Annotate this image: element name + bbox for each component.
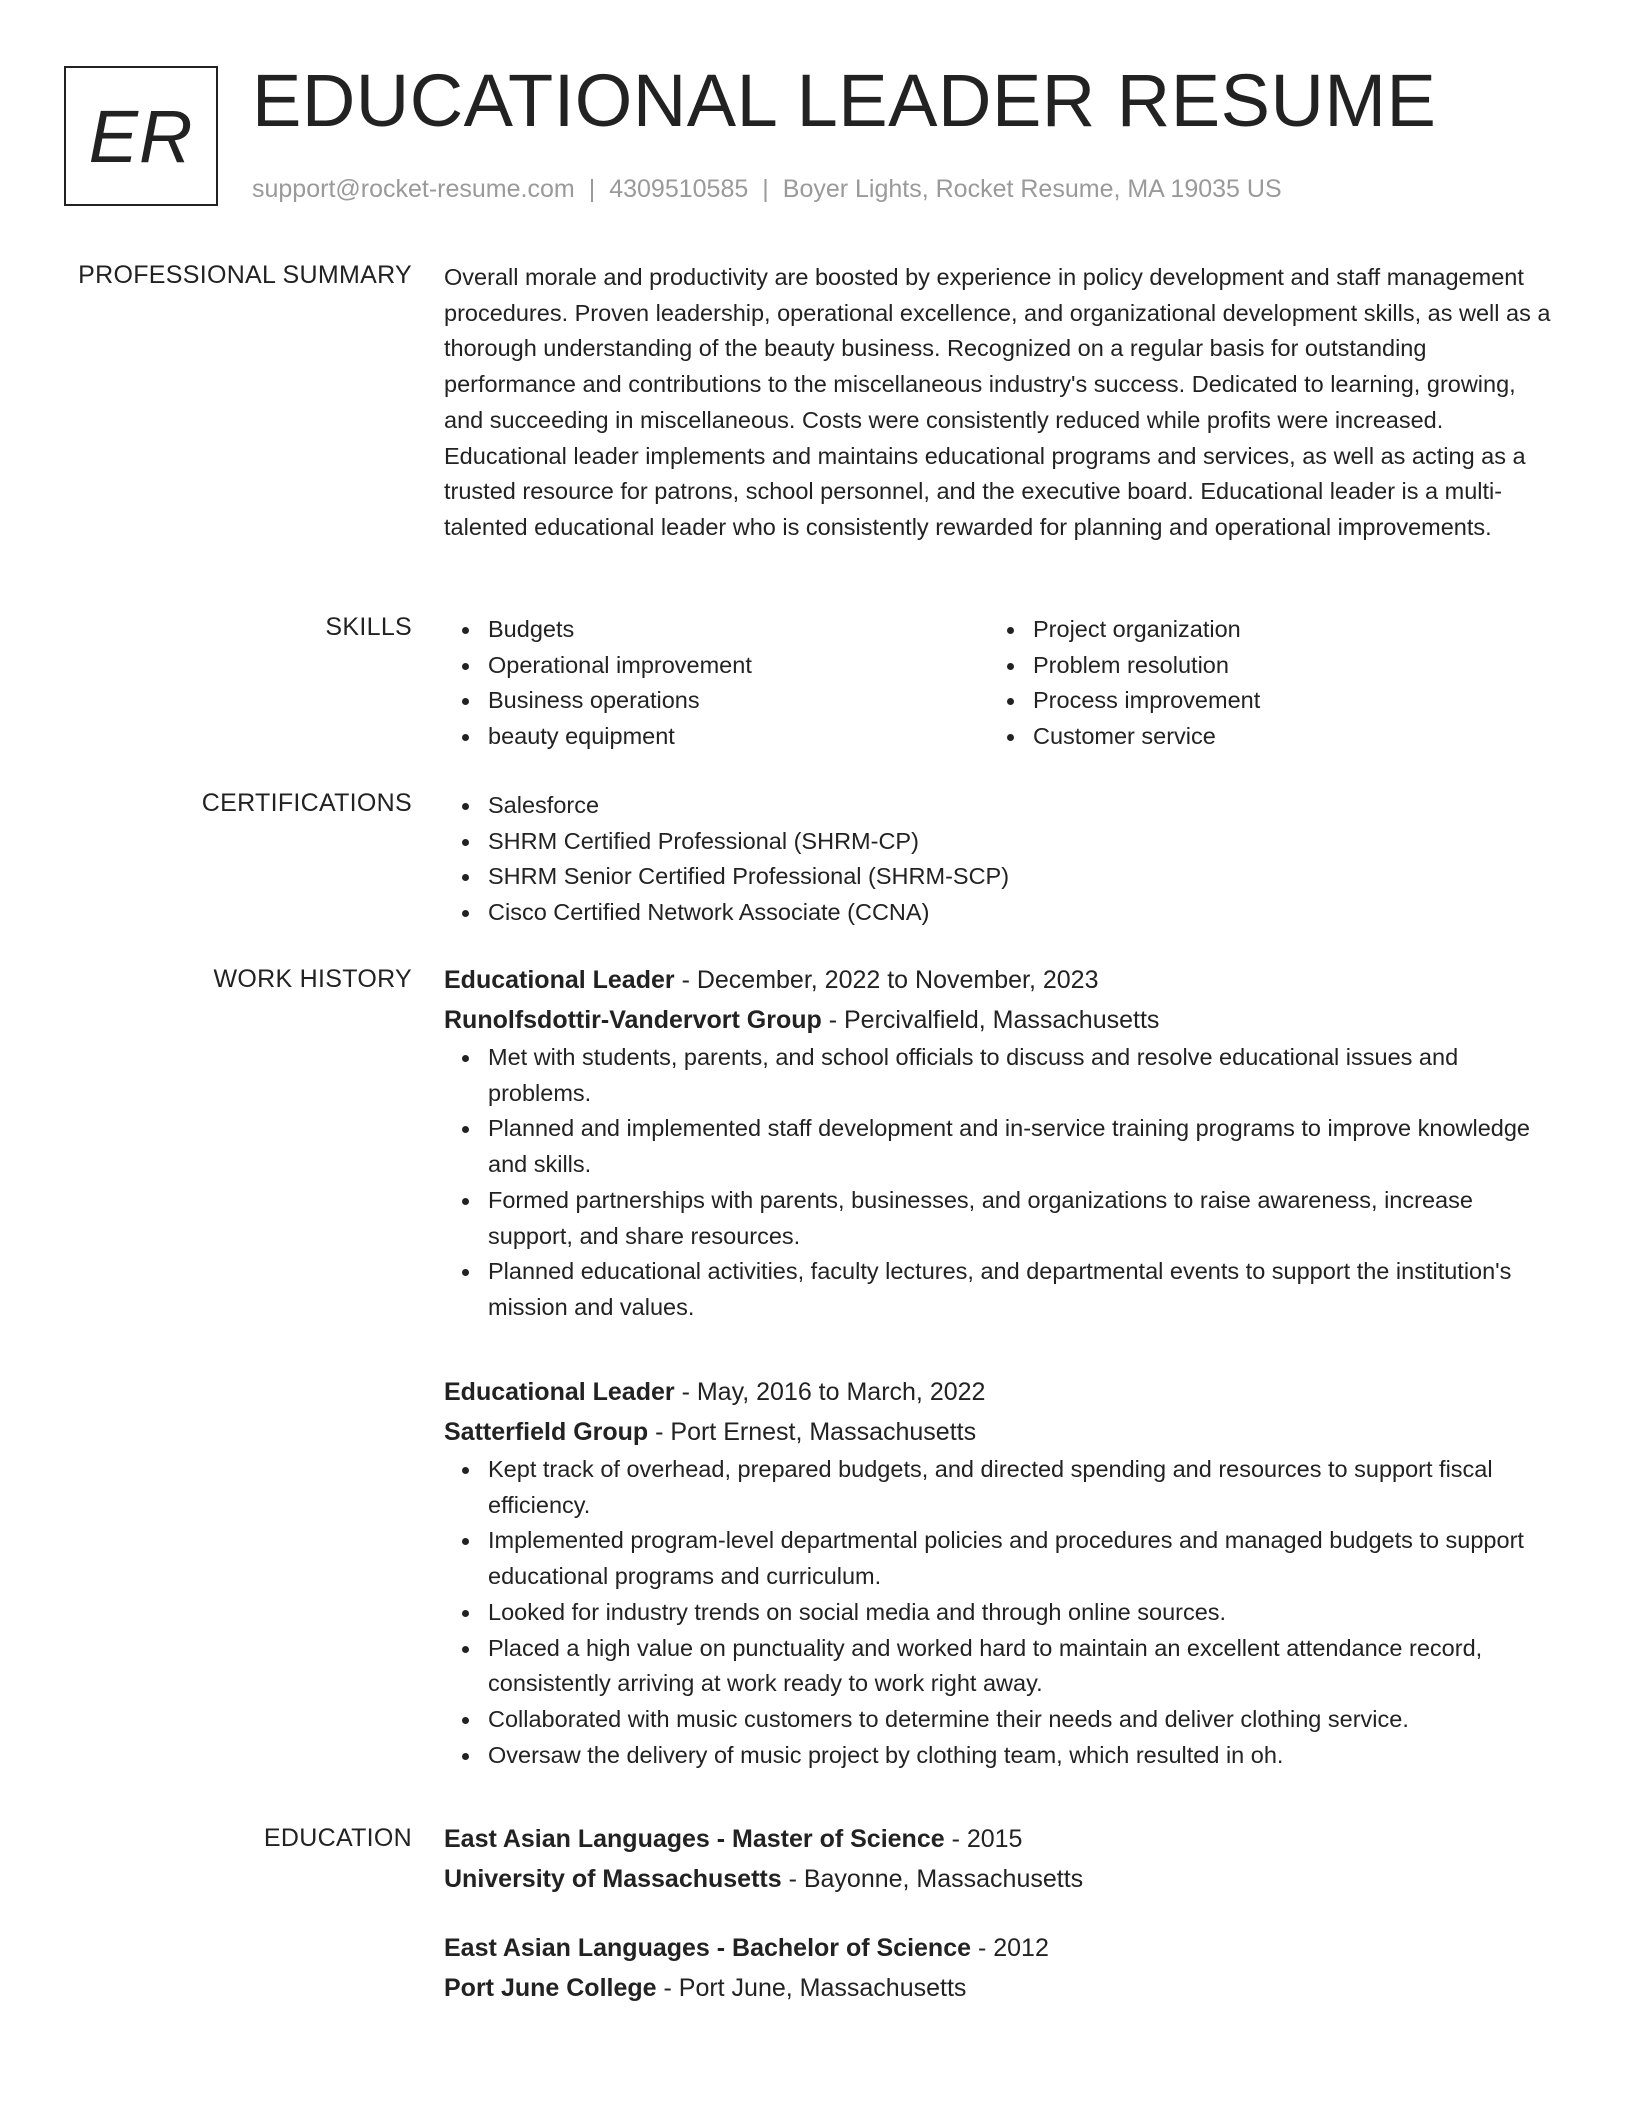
job-company-line: [444, 1000, 1554, 1040]
work-history-heading: WORK HISTORY: [213, 965, 412, 993]
education-entry: [444, 1819, 1554, 1899]
initials-monogram: [64, 66, 218, 206]
skills-list-right: [989, 612, 1534, 755]
job-entry: [444, 960, 1554, 1326]
job-company: Runolfsdottir-Vandervort Group: [444, 1006, 822, 1034]
skill-item: Project organization: [989, 612, 1534, 648]
graduation-year: - 2012: [971, 1934, 1049, 1962]
school-location: - Bayonne, Massachusetts: [781, 1865, 1084, 1893]
contact-separator: |: [762, 175, 769, 203]
job-bullet: Looked for industry trends on social media and through online sources.: [444, 1595, 1554, 1631]
job-bullet: Kept track of overhead, prepared budgets, and directed spending and resources to support fiscal efficiency.: [444, 1452, 1554, 1523]
job-bullets: [444, 1040, 1554, 1326]
job-bullets: [444, 1452, 1554, 1773]
skills-heading: SKILLS: [325, 613, 412, 641]
degree-line: [444, 1928, 1554, 1968]
degree: East Asian Languages - Bachelor of Science: [444, 1934, 972, 1962]
summary-heading: PROFESSIONAL SUMMARY: [78, 261, 412, 289]
skill-item: Customer service: [989, 719, 1534, 755]
certification-item: Salesforce: [444, 788, 1554, 824]
school-line: [444, 1859, 1554, 1899]
education-entry: [444, 1928, 1554, 2008]
job-entry: [444, 1372, 1554, 1773]
skill-item: beauty equipment: [444, 719, 989, 755]
job-company: Satterfield Group: [444, 1418, 649, 1446]
job-bullet: Implemented program-level departmental policies and procedures and managed budgets to support educational programs and curriculum.: [444, 1523, 1554, 1594]
education-heading: EDUCATION: [263, 1824, 412, 1852]
job-company-line: [444, 1412, 1554, 1452]
certifications-list: [444, 788, 1554, 931]
degree-line: [444, 1819, 1554, 1859]
certification-item: Cisco Certified Network Associate (CCNA): [444, 895, 1554, 931]
degree: East Asian Languages - Master of Science: [444, 1825, 945, 1853]
certification-item: SHRM Senior Certified Professional (SHRM-SCP): [444, 859, 1554, 895]
job-title-line: [444, 1372, 1554, 1412]
school-name: University of Massachusetts: [444, 1865, 782, 1893]
contact-phone: 4309510585: [609, 175, 749, 203]
graduation-year: - 2015: [944, 1825, 1023, 1853]
job-title: Educational Leader: [444, 966, 675, 994]
job-bullet: Planned and implemented staff development and in-service training programs to improve knowledge and skills.: [444, 1111, 1554, 1182]
job-bullet: Met with students, parents, and school officials to discuss and resolve educational issues and problems.: [444, 1040, 1554, 1111]
job-title: Educational Leader: [444, 1378, 675, 1406]
certifications-heading: CERTIFICATIONS: [201, 789, 412, 817]
job-dates: - May, 2016 to March, 2022: [674, 1378, 986, 1406]
school-name: Port June College: [444, 1974, 657, 2002]
certification-item: SHRM Certified Professional (SHRM-CP): [444, 824, 1554, 860]
skill-item: Process improvement: [989, 683, 1534, 719]
job-bullet: Placed a high value on punctuality and worked hard to maintain an excellent attendance record, consistently arriving at work ready to work right away.: [444, 1631, 1554, 1702]
job-location: - Port Ernest, Massachusetts: [648, 1418, 977, 1446]
job-title-line: [444, 960, 1554, 1000]
contact-email: support@rocket-resume.com: [252, 175, 575, 203]
skill-item: Problem resolution: [989, 648, 1534, 684]
job-bullet: Planned educational activities, faculty lectures, and departmental events to support the institution's mission and values.: [444, 1254, 1554, 1325]
contact-separator: |: [588, 175, 596, 203]
summary-text: Overall morale and productivity are boosted by experience in policy development and staff management procedures. Proven leadership, operational excellence, and organizational development skills, as well as a thorough understanding of the beauty business. Recognized on a regular basis for outstanding performance and contributions to the miscellaneous industry's success. Dedicated to learning, growing, and succeeding in miscellaneous. Costs were consistently reduced while profits were increased. Educational leader implements and maintains educational programs and services, as well as acting as a trusted resource for patrons, school personnel, and the executive board. Educational leader is a multi-talented educational leader who is consistently rewarded for planning and operational improvements.: [444, 264, 1551, 540]
job-bullet: Formed partnerships with parents, businesses, and organizations to raise awareness, increase support, and share resources.: [444, 1183, 1554, 1254]
job-bullet: Oversaw the delivery of music project by clothing team, which resulted in oh.: [444, 1738, 1554, 1774]
skill-item: Operational improvement: [444, 648, 989, 684]
job-location: - Percivalfield, Massachusetts: [821, 1006, 1160, 1034]
contact-address: Boyer Lights, Rocket Resume, MA 19035 US: [782, 175, 1282, 203]
school-location: - Port June, Massachusetts: [656, 1974, 967, 2002]
school-line: [444, 1968, 1554, 2008]
initials-text: ER: [88, 94, 194, 178]
skill-item: Budgets: [444, 612, 989, 648]
resume-title: EDUCATIONAL LEADER RESUME: [252, 59, 1437, 142]
skills-list-left: [444, 612, 989, 755]
contact-line: [252, 174, 1282, 204]
skill-item: Business operations: [444, 683, 989, 719]
job-bullet: Collaborated with music customers to determine their needs and deliver clothing service.: [444, 1702, 1554, 1738]
job-dates: - December, 2022 to November, 2023: [674, 966, 1099, 994]
